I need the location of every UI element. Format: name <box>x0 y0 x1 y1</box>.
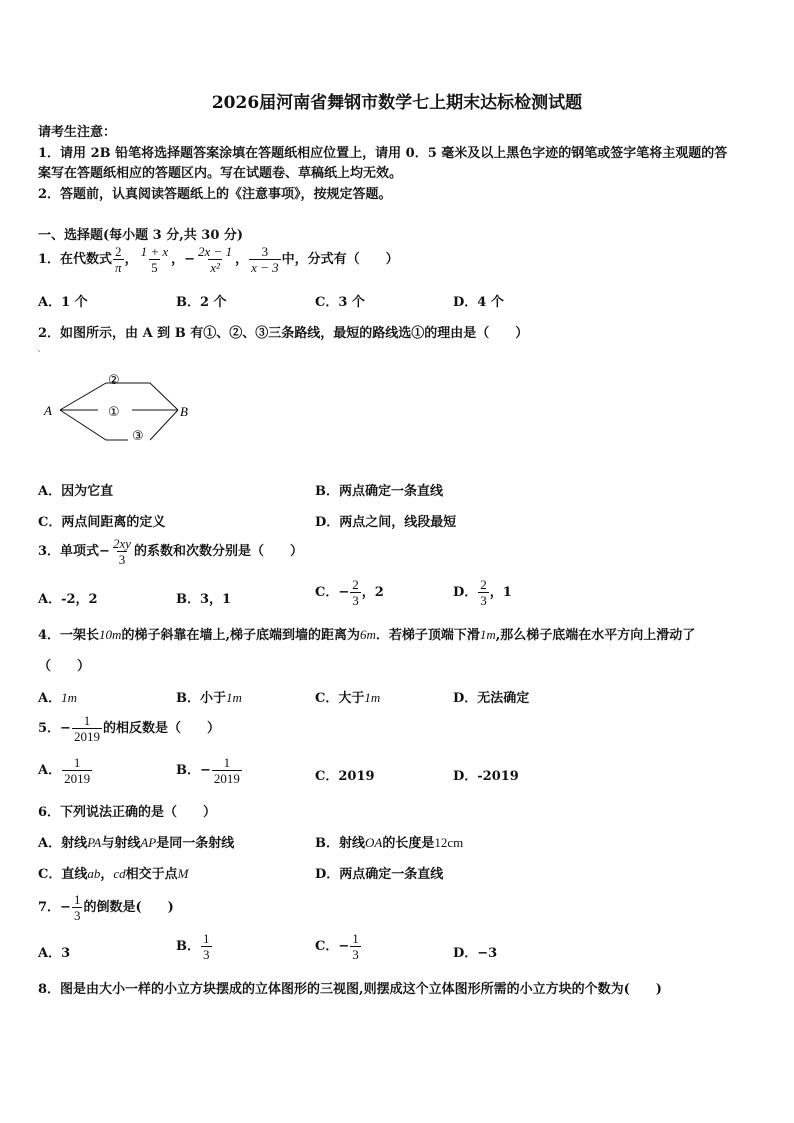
q2-option-c: C．两点间距离的定义 <box>38 515 166 530</box>
page-title: 2026届河南省舞钢市数学七上期末达标检测试题 <box>211 93 583 113</box>
q6-option-b: B．射线OA的长度是12cm <box>315 835 464 851</box>
q7-option-d: D．−3 <box>453 946 498 961</box>
notice-heading: 请考生注意： <box>38 125 117 140</box>
route-diagram <box>38 345 218 455</box>
question-7-stem: 7．− $\frac{1}{3}$ 的倒数是( ) <box>38 892 174 923</box>
question-8-stem: 8．图是由大小一样的小立方块摆成的立体图形的三视图,则摆成这个立体图形所需的小立方块的个数为( ) <box>38 982 662 997</box>
q1-option-a: A．1 个 <box>38 295 88 310</box>
point-a-label: A <box>44 403 52 418</box>
q6-option-d: D．两点确定一条直线 <box>315 867 444 882</box>
notice-line-1a: 1．请用 2B 铅笔将选择题答案涂填在答题纸相应位置上，请用 0．5 毫米及以上黑色字迹的钢笔或签字笔将主观题的答 <box>38 146 728 161</box>
q4-option-d: D．无法确定 <box>453 691 530 706</box>
q6-option-a: A．射线PA与射线AP是同一条射线 <box>38 835 235 851</box>
fraction-2xy-over-3: $\frac{2xy}{3}$ <box>112 536 131 567</box>
q2-option-b: B．两点确定一条直线 <box>315 484 443 499</box>
question-1-stem: 1．在代数式 $\frac{2}{\pi}$ ， $\frac{1 + x}{5}$ ，− $\frac{2x - 1}{\text{x²}}$ ， $\frac{3}{x - 3}$ 中，分式有（ ） <box>38 244 399 275</box>
notice-line-2: 2．答题前，认真阅读答题纸上的《注意事项》，按规定答题。 <box>38 187 392 202</box>
q7-option-c: C．− $\frac{1}{3}$ <box>315 931 359 962</box>
route-1-label: ① <box>108 405 120 420</box>
q7-option-a: A．3 <box>38 946 71 961</box>
q3-option-d: D． $\frac{2}{3}$ ，1 <box>453 577 512 608</box>
question-2-stem: 2．如图所示，由 A 到 B 有①、②、③三条路线，最短的路线选①的理由是（ ） <box>38 326 529 341</box>
q1-option-d: D．4 个 <box>453 295 504 310</box>
q4-option-a: A．1m <box>38 690 77 706</box>
q2-option-a: A．因为它直 <box>38 484 114 499</box>
route-3-right <box>150 410 178 440</box>
fraction-2-over-pi: $\frac{2}{\pi}$ <box>115 244 122 275</box>
question-4-line-2: （ ） <box>38 659 91 674</box>
fraction-1px-over-5: $\frac{1 + x}{5}$ <box>140 244 169 275</box>
q4-option-c: C．大于1m <box>315 690 381 706</box>
q5-option-d: D．-2019 <box>453 769 519 784</box>
question-3-stem: 3．单项式− $\frac{2xy}{3}$ 的系数和次数分别是（ ） <box>38 536 304 567</box>
question-4-stem: 4．一架长10m的梯子斜靠在墙上,梯子底端到墙的距离为6m．若梯子顶端下滑1m,那么梯子底端在水平方向上滑动了 <box>38 627 696 643</box>
question-5-stem: 5．− $\frac{1}{2019}$ 的相反数是（ ） <box>38 713 220 744</box>
q6-option-c: C．直线ab，cd相交于点M <box>38 866 189 882</box>
q1-option-b: B．2 个 <box>176 295 227 310</box>
section-heading: 一、选择题(每小题 3 分,共 30 分) <box>38 228 244 243</box>
q1-option-c: C．3 个 <box>315 295 365 310</box>
fraction-2xm1-over-x2: $\frac{2x - 1}{\text{x²}}$ <box>198 244 233 275</box>
q3-option-a: A．-2，2 <box>38 592 98 607</box>
fraction-3-over-xm3: $\frac{3}{x - 3}$ <box>251 244 279 275</box>
q5-option-a: A． $\frac{1}{2019}$ <box>38 755 91 786</box>
question-6-stem: 6．下列说法正确的是（ ） <box>38 805 217 820</box>
stray-mark <box>38 350 40 352</box>
route-3-label: ③ <box>132 429 144 444</box>
q2-option-d: D．两点之间，线段最短 <box>315 515 457 530</box>
point-b-label: B <box>180 404 188 419</box>
q3-option-c: C．− $\frac{2}{3}$ ，2 <box>315 577 384 608</box>
q3-option-b: B．3，1 <box>176 592 232 607</box>
route-2-label: ② <box>108 373 120 388</box>
q5-option-c: C．2019 <box>315 769 375 784</box>
notice-line-1b: 案写在答题纸相应的答题区内。写在试题卷、草稿纸上均无效。 <box>38 166 403 181</box>
q7-option-b: B． $\frac{1}{3}$ <box>176 931 210 962</box>
q4-option-b: B．小于1m <box>176 690 242 706</box>
q5-option-b: B．− $\frac{1}{2019}$ <box>176 755 240 786</box>
